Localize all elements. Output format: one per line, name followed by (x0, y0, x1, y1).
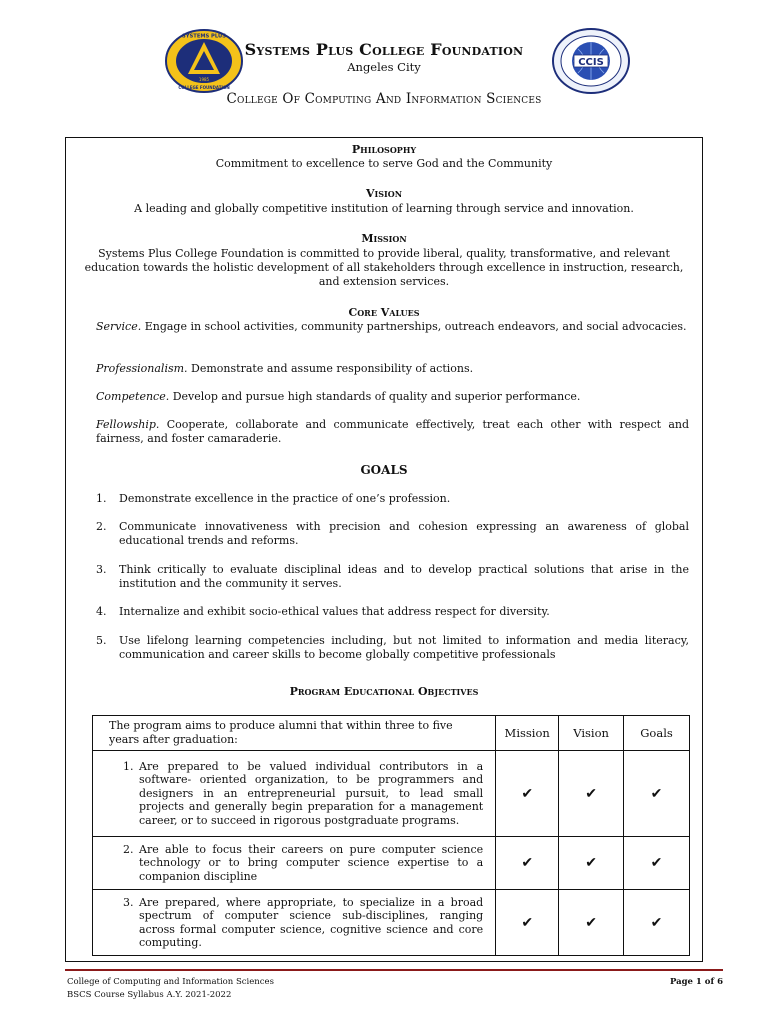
table-row (93, 890, 690, 956)
goal-text: Communicate innovativeness with precision and cohesion expressing an awareness of global educational trends and reforms. (119, 520, 689, 547)
goal-text: Use lifelong learning competencies including, but not limited to information and media literacy, communication and career skills to become globally competitive professionals (119, 634, 689, 661)
peo-text: Are prepared, where appropriate, to specialize in a broad spectrum of computer science sub-disciplines, ranging across formal computer science, cognitive science and core computing. (139, 895, 484, 949)
goal-number: 2. (96, 520, 107, 533)
column-header-goals: Goals (624, 716, 690, 751)
column-header-vision: Vision (559, 716, 624, 751)
check-icon: ✔ (559, 751, 624, 837)
goal-item (96, 605, 689, 619)
peo-header-row (93, 716, 690, 751)
footer-divider (65, 969, 723, 971)
check-icon: ✔ (496, 751, 559, 837)
check-icon: ✔ (624, 751, 690, 837)
core-value-text: Develop and pursue high standards of quality and superior performance. (169, 390, 581, 403)
core-value-fellowship (96, 418, 689, 446)
peo-number: 3. (123, 895, 134, 909)
core-value-term: Professionalism. (96, 362, 188, 375)
table-row (93, 837, 690, 890)
vision-text: A leading and globally competitive institution of learning through service and innovation. (134, 202, 634, 215)
mission-title: Mission (361, 232, 407, 245)
core-value-term: Service. (96, 320, 142, 333)
goal-number: 3. (96, 563, 107, 576)
philosophy-text: Commitment to excellence to serve God and the Community (215, 157, 553, 170)
mission-text: Systems Plus College Foundation is committed to provide liberal, quality, transformative, and relevant education towards the holistic development of all stakeholders through excellence in instruction, research, and extension services. (84, 247, 684, 288)
check-icon: ✔ (624, 890, 690, 956)
column-header-mission: Mission (496, 716, 559, 751)
goal-number: 4. (96, 605, 107, 618)
peo-text: Are prepared to be valued individual contributors in a software- oriented organization, to be programmers and designers in an entrepreneurial pursuit, to lead small projects and generally begin preparation for a management career, or to succeed in rigorous postgraduate programs. (139, 759, 484, 827)
seal-year-text: 1985 (198, 77, 210, 82)
vision-title: Vision (365, 187, 403, 200)
goal-item (96, 563, 689, 591)
peo-table (92, 715, 690, 956)
footer-course: BSCS Course Syllabus A.Y. 2021-2022 (67, 990, 232, 1000)
check-icon: ✔ (496, 837, 559, 890)
goal-number: 5. (96, 634, 107, 647)
core-value-professionalism (96, 362, 689, 376)
goal-item (96, 634, 689, 662)
peo-text: Are able to focus their careers on pure computer science technology or to bring computer science expertise to a companion discipline (139, 842, 484, 883)
peo-objective (93, 890, 496, 956)
goals-title: GOALS (360, 463, 408, 477)
goal-text: Internalize and exhibit socio-ethical values that address respect for diversity. (119, 605, 550, 618)
check-icon: ✔ (496, 890, 559, 956)
check-icon: ✔ (559, 890, 624, 956)
table-row (93, 751, 690, 837)
department-name: College Of Computing And Information Sciences (226, 91, 542, 107)
page-number: Page 1 of 6 (669, 977, 723, 987)
peo-title: Program Educational Objectives (289, 685, 479, 698)
goal-item (96, 520, 689, 548)
peo-number: 1. (123, 759, 134, 773)
core-value-text: Demonstrate and assume responsibility of actions. (187, 362, 474, 375)
core-value-text: Engage in school activities, community partnerships, outreach endeavors, and social advocacies. (141, 320, 687, 333)
ccis-logo-text: CCIS (578, 57, 604, 68)
check-icon: ✔ (624, 837, 690, 890)
goal-text: Think critically to evaluate disciplinal ideas and to develop practical solutions that arise in the institution and the community it serves. (119, 563, 689, 590)
peo-intro: The program aims to produce alumni that within three to five years after graduation: (93, 716, 496, 751)
goal-item (96, 492, 689, 506)
ccis-seal-logo (551, 27, 631, 95)
peo-objective (93, 837, 496, 890)
seal-top-text: SYSTEMS PLUS (182, 33, 226, 40)
philosophy-title: Philosophy (351, 143, 417, 156)
city-name: Angeles City (347, 60, 421, 74)
core-value-term: Competence. (96, 390, 170, 403)
core-value-term: Fellowship. (96, 418, 160, 431)
footer-college: College of Computing and Information Sciences (67, 977, 274, 987)
core-value-text: Cooperate, collaborate and communicate effectively, treat each other with respect and fairness, and foster camaraderie. (96, 418, 689, 445)
college-name: Systems Plus College Foundation (244, 40, 524, 59)
check-icon: ✔ (559, 837, 624, 890)
peo-number: 2. (123, 842, 134, 856)
seal-bottom-text: COLLEGE FOUNDATION (178, 85, 230, 90)
peo-objective (93, 751, 496, 837)
goal-number: 1. (96, 492, 107, 505)
core-value-competence (96, 390, 689, 404)
goal-text: Demonstrate excellence in the practice of one’s profession. (119, 492, 451, 505)
core-values-title: Core Values (348, 306, 420, 319)
core-value-service (96, 320, 689, 334)
